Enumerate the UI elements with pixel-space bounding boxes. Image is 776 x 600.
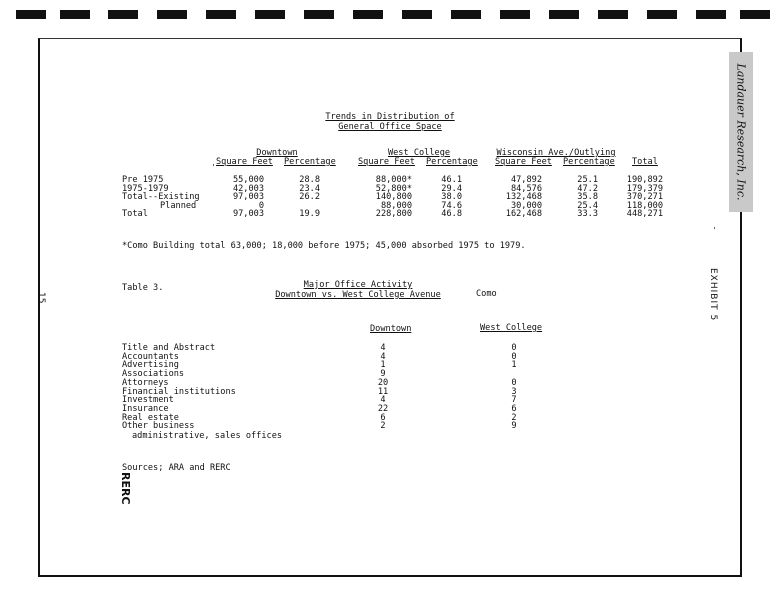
table1-cell: 30,000 [510, 200, 542, 211]
table1-cell: 55,000 [232, 175, 264, 185]
table1-cell: 190,892 [626, 175, 663, 185]
table3-row-label: Advertising [122, 360, 179, 371]
table1-cell: 46.1 [441, 175, 462, 185]
table3-west-college-cell: 6 [511, 403, 517, 414]
table3-west-college-cell: 2 [511, 412, 517, 423]
table1-cell: 97,003 [232, 192, 264, 203]
perforation-dash [647, 10, 677, 19]
table1-cell: 47.2 [577, 183, 598, 194]
table1-cell: 179,379 [626, 183, 663, 194]
col-header-outlying-pct: Percentage [563, 157, 615, 167]
table3-downtown-cell: 4 [380, 343, 386, 353]
perforation-dash [16, 10, 46, 19]
table3-title [272, 280, 444, 300]
table3-west-college-cell: 0 [511, 351, 517, 362]
table1-title [300, 112, 480, 132]
table1-row-label: Pre 1975 [122, 175, 164, 185]
table3-downtown-cell: 2 [380, 421, 386, 432]
table3-downtown-cell: 4 [380, 395, 386, 406]
perforation-dash [696, 10, 726, 19]
table1-cell: 35.8 [577, 192, 598, 203]
perforation-dash [304, 10, 334, 19]
table1-cell: 162,468 [505, 209, 542, 220]
table3-row-label-cont: administrative, sales offices [132, 431, 283, 441]
col-header-west-pct: Percentage [426, 157, 478, 167]
perforation-dash [402, 10, 432, 19]
table1-footnote: *Como Building total 63,000; 18,000 before 1975; 45,000 absorbed 1975 to 1979. [122, 241, 526, 251]
table3-row-label: Associations [122, 369, 185, 380]
table3-downtown-cell: 11 [377, 386, 389, 397]
perforation-dash [353, 10, 383, 19]
table1-cell: 228,800 [375, 209, 412, 220]
page-number: 15 [36, 292, 46, 304]
perforation-dash [108, 10, 138, 19]
table3-downtown-cell: 6 [380, 412, 386, 423]
col-header-total: Total [632, 157, 658, 167]
table3-downtown-cell: 20 [377, 377, 389, 388]
perforation-dash [740, 10, 770, 19]
table3-west-college-cell: 7 [511, 395, 517, 406]
table3-row-label: Investment [122, 395, 174, 406]
table1-cell: 28.8 [299, 175, 320, 185]
perforation-dash [598, 10, 628, 19]
perforation-dash [255, 10, 285, 19]
table3-title-line2: Downtown vs. West College Avenue [275, 290, 441, 300]
table1-cell: 84,576 [510, 183, 542, 194]
table1-cell: 26.2 [299, 192, 320, 203]
group-header-west-college: West College [387, 148, 451, 158]
group-header-wisconsin: Wisconsin Ave./Outlying [496, 148, 616, 158]
table1-row-label: Total [122, 209, 148, 220]
publisher-stamp-text: Landauer Research, Inc. [734, 63, 748, 201]
sources-note: Sources; ARA and RERC [122, 463, 231, 473]
table1-cell: 97,003 [232, 209, 264, 220]
table1-cell: 33.3 [577, 209, 598, 220]
perforation-dash [157, 10, 187, 19]
stray-mark: ' [712, 226, 717, 235]
table1-cell: 46.8 [441, 209, 462, 220]
table1-cell: 88,000* [375, 175, 412, 185]
table1-cell: 38.0 [441, 192, 462, 203]
stray-mark: ' [211, 163, 216, 172]
table1-cell: 0 [258, 200, 264, 211]
table3-row-label: Real estate [122, 412, 179, 423]
table1-cell: 448,271 [626, 209, 663, 220]
table3-title-line1: Major Office Activity [303, 280, 413, 290]
col-header-downtown-sqft: Square Feet [216, 157, 273, 167]
table1-cell: 19.9 [299, 209, 320, 220]
table3-downtown-cell: 4 [380, 351, 386, 362]
table3-title-extra: Como [476, 289, 497, 299]
col-header-outlying-sqft: Square Feet [495, 157, 552, 167]
rerc-logo: RERC [119, 472, 132, 505]
perforation-dash [549, 10, 579, 19]
table1-cell: 42,003 [232, 183, 264, 194]
table1-row-label: Total--Existing [122, 192, 200, 203]
table3-label: Table 3. [122, 283, 164, 293]
table1-cell: 47,892 [510, 175, 542, 185]
table3-row-label: Title and Abstract [122, 343, 216, 353]
col-header-west-sqft: Square Feet [358, 157, 415, 167]
table3-west-college-cell: 3 [511, 386, 517, 397]
perforation-dash [500, 10, 530, 19]
table1-cell: 74.6 [441, 200, 462, 211]
table3-row-label: Other business [122, 421, 195, 432]
table1-cell: 140,800 [375, 192, 412, 203]
col-header-downtown-pct: Percentage [284, 157, 336, 167]
table1-row-label: Planned [160, 200, 197, 211]
table1-cell: 29.4 [441, 183, 462, 194]
table3-col-west-college: West College [480, 323, 543, 333]
table3-col-downtown: Downtown [370, 324, 412, 334]
table1-cell: 370,271 [626, 192, 663, 203]
table1-cell: 25.4 [577, 200, 598, 211]
table3-row-label: Attorneys [122, 377, 169, 388]
table3-row-label: Insurance [122, 403, 169, 414]
table1-cell: 88,000 [380, 200, 412, 211]
table3-west-college-cell: 0 [511, 343, 517, 353]
table3-row-label: Accountants [122, 351, 179, 362]
perforation-dash [451, 10, 481, 19]
perforation-dash [60, 10, 90, 19]
table1-cell: 52,800* [375, 183, 412, 194]
table1-title-line1: Trends in Distribution of [325, 112, 455, 122]
exhibit-label: EXHIBIT 5 [708, 268, 718, 322]
group-header-downtown: Downtown [256, 148, 298, 158]
table3-west-college-cell: 0 [511, 377, 517, 388]
perforation-dash [206, 10, 236, 19]
table3-row-label: Financial institutions [122, 386, 236, 397]
table3-downtown-cell: 1 [380, 360, 386, 371]
table3-west-college-cell: 1 [511, 360, 517, 371]
table1-cell: 25.1 [577, 175, 598, 185]
table1-cell: 118,000 [626, 200, 663, 211]
table1-cell: 132,468 [505, 192, 542, 203]
table1-row-label: 1975-1979 [122, 183, 169, 194]
publisher-stamp [729, 52, 753, 212]
table3-west-college-cell: 9 [511, 421, 517, 432]
table3-downtown-cell: 22 [377, 403, 389, 414]
table1-title-line2: General Office Space [338, 122, 442, 132]
table3-downtown-cell: 9 [380, 369, 386, 380]
table1-cell: 23.4 [299, 183, 320, 194]
